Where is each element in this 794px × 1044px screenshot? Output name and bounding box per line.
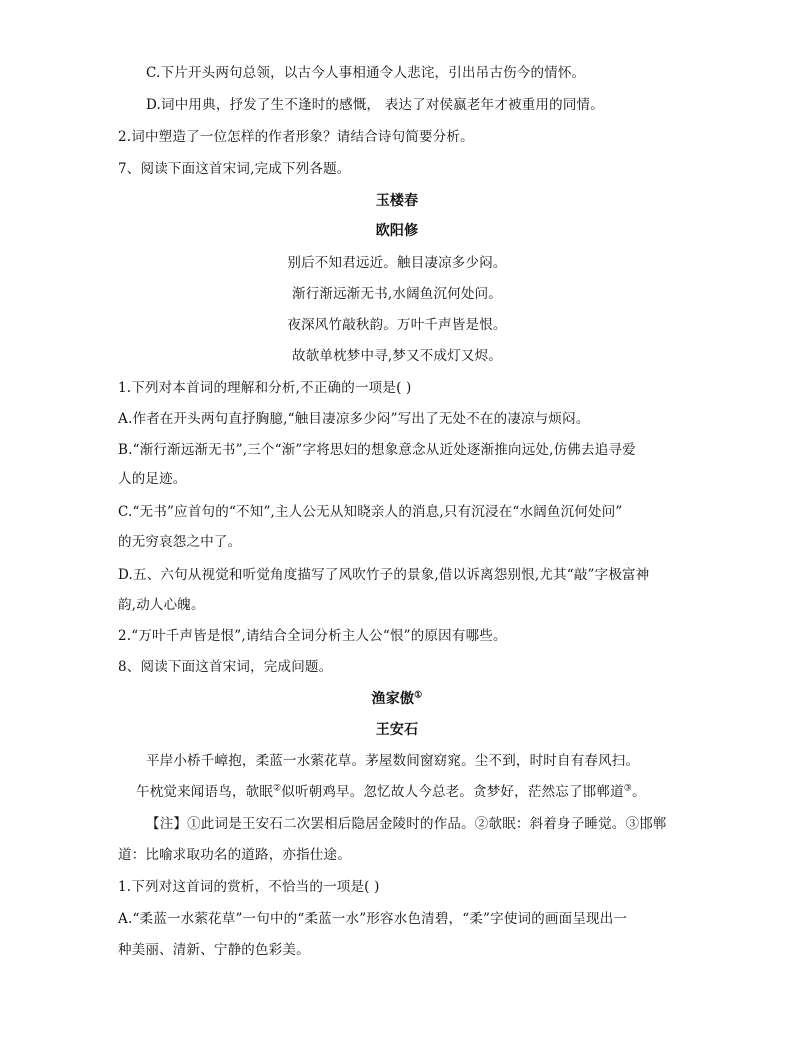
- option-d-line-2: 韵,动人心魄。: [118, 597, 205, 613]
- question-2-prompt: 2.词中塑造了一位怎样的作者形象？请结合诗句简要分析。: [118, 129, 474, 145]
- poem-line-1: 别后不知君远近。触目凄凉多少闷。: [287, 255, 507, 271]
- option-a: A.作者在开头两句直抒胸臆,“触目凄凉多少闷”写出了无处不在的凄凉与烦闷。: [118, 411, 590, 427]
- poem-line-4: 故欹单枕梦中寻,梦又不成灯又烬。: [292, 348, 502, 364]
- question-2-hen: 2.“万叶千声皆是恨”,请结合全词分析主人公“恨”的原因有哪些。: [118, 628, 507, 644]
- note-line-2: 道：比喻求取功名的道路，亦指仕途。: [118, 847, 351, 863]
- poem-title-yujiaao: [0, 689, 794, 709]
- note-line-1: 【注】①此词是王安石二次罢相后隐居金陵时的作品。②欹眠：斜着身子睡觉。③邯郸: [146, 816, 667, 832]
- question-1-yujiaao: 1.下列对这首词的赏析，不恰当的一项是( ): [118, 879, 380, 895]
- footnote-mark-3: ③: [623, 783, 633, 794]
- option-a-yujiaao-line-2: 种美丽、清新、宁静的色彩美。: [118, 942, 310, 958]
- poem-line-2: 渐行渐远渐无书,水阔鱼沉何处问。: [292, 286, 502, 302]
- option-a-yujiaao-line-1: A.“柔蓝一水萦花草”一句中的“柔蓝一水”形容水色清碧，“柔”字使词的画面呈现出一: [118, 911, 628, 927]
- option-b-line-2: 人的足迹。: [118, 471, 187, 487]
- stanza-2-part-2: 似听朝鸡早。忽忆故人今总老。贪梦好，茫然忘了邯郸道: [281, 784, 624, 800]
- line-d-option: D.词中用典，抒发了生不逢时的感慨， 表达了对侯嬴老年才被重用的同情。: [146, 97, 604, 113]
- poem-author-wanganshi: 王安石: [375, 722, 419, 738]
- poem-stanza-2: [136, 782, 696, 802]
- poem-author-ouyangxiu: 欧阳修: [375, 223, 419, 239]
- footnote-mark-2: ②: [273, 783, 282, 794]
- poem-title-text: 渔家傲: [371, 691, 415, 707]
- section-7-heading: 7、阅读下面这首宋词,完成下列各题。: [118, 161, 351, 177]
- poem-line-3: 夜深风竹敲秋韵。万叶千声皆是恨。: [287, 317, 507, 333]
- section-8-heading: 8、阅读下面这首宋词，完成问题。: [118, 659, 333, 675]
- option-d-line-1: D.五、六句从视觉和听觉角度描写了风吹竹子的景象,借以诉离怨别恨,尤其“敲”字极富神: [118, 567, 650, 583]
- stanza-2-part-1: 午枕觉来闻语鸟，欹眠: [136, 784, 273, 800]
- line-c-option: C.下片开头两句总领，以古今人事相通令人悲诧，引出吊古伤今的情怀。: [146, 65, 586, 81]
- poem-title-yulouchun: 玉楼春: [375, 193, 419, 209]
- option-c-line-1: C.“无书”应首句的“不知”,主人公无从知晓亲人的消息,只有沉浸在“水阔鱼沉何处问”: [118, 504, 623, 520]
- poem-stanza-1: 平岸小桥千嶂抱，柔蓝一水萦花草。茅屋数间窗窈窕。尘不到，时时自有春风扫。: [146, 753, 640, 769]
- footnote-mark-1: ①: [414, 690, 423, 701]
- option-c-line-2: 的无穷哀怨之中了。: [118, 534, 242, 550]
- question-1-prompt: 1.下列对本首词的理解和分析,不正确的一项是( ): [118, 380, 412, 396]
- stanza-2-end: 。: [632, 784, 646, 800]
- option-b-line-1: B.“渐行渐远渐无书”,三个“渐”字将思妇的想象意念从近处逐渐推向远处,仿佛去追寻爱: [118, 442, 636, 458]
